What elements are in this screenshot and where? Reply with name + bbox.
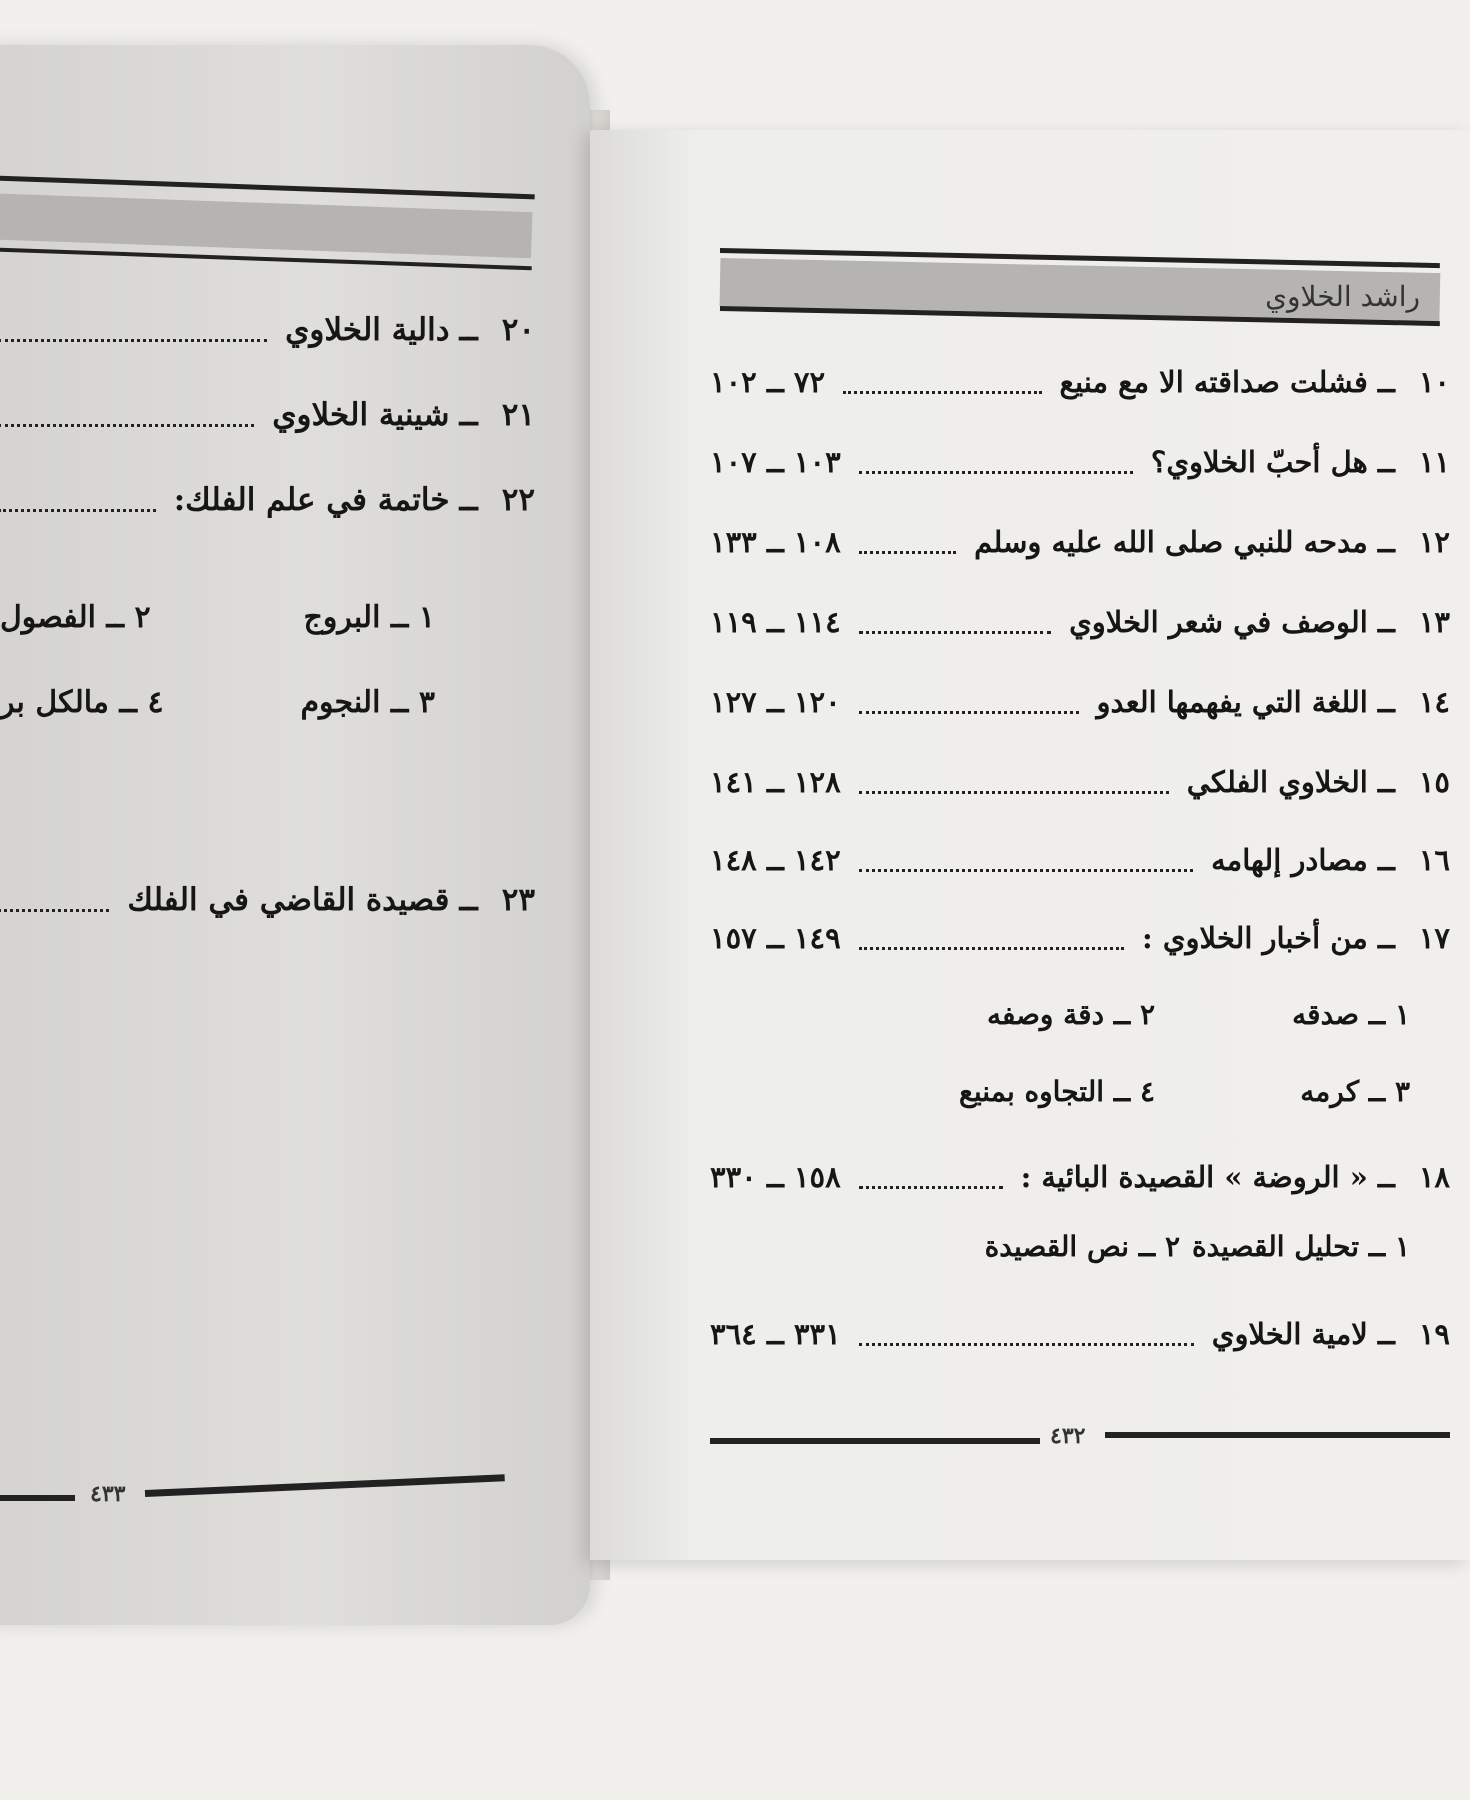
sub-item: ٣ ــ النجوم: [300, 685, 435, 720]
leader-dots: [859, 1176, 1003, 1189]
toc-entry: ١٠ ــ فشلت صداقته الا مع منيع ٧٢ ــ ١٠٢: [710, 365, 1450, 399]
leader-dots: [859, 461, 1133, 474]
entry-title: دالية الخلاوي: [285, 312, 450, 348]
entry-number: ١٣: [1418, 605, 1450, 639]
entry-title: شينية الخلاوي: [272, 397, 450, 433]
left-page: [0, 45, 590, 1625]
leader-dots: [859, 781, 1169, 794]
leader-dots: [859, 1333, 1194, 1346]
page-range: ١١٤ ــ ١١٩: [710, 605, 841, 639]
page-number: ٤٣٣: [90, 1481, 126, 1507]
page-range: ١٠٣ ــ ١٠٧: [710, 445, 841, 479]
toc-entry: ٢١ ــ شينية الخلاوي: [0, 385, 535, 445]
toc-entry: ٢٢ ــ خاتمة في علم الفلك:: [0, 470, 535, 530]
page-range: ١٤٢ ــ ١٤٨: [710, 843, 841, 877]
toc-entry: ١٣ ــ الوصف في شعر الخلاوي ١١٤ ــ ١١٩: [710, 605, 1450, 639]
entry-title: هل أحبّ الخلاوي؟: [1150, 445, 1368, 479]
leader-dots: [0, 899, 109, 912]
entry-title: خاتمة في علم الفلك:: [173, 482, 450, 518]
toc-entry: ١٥ ــ الخلاوي الفلكي ١٢٨ ــ ١٤١: [710, 765, 1450, 799]
entry-title: قصيدة القاضي في الفلك: [127, 882, 450, 918]
toc-entry: ١١ ــ هل أحبّ الخلاوي؟ ١٠٣ ــ ١٠٧: [710, 445, 1450, 479]
leader-dots: [859, 937, 1124, 950]
entry-number: ١٨: [1418, 1160, 1450, 1194]
sub-item: ٢ ــ الفصول: [0, 600, 151, 635]
running-head: راشد الخلاوي: [1265, 280, 1420, 313]
entry-number: ١٧: [1418, 921, 1450, 955]
entry-number: ٢٠: [501, 312, 535, 348]
entry-number: ١١: [1418, 445, 1450, 479]
leader-dots: [0, 329, 267, 342]
entry-number: ١٢: [1418, 525, 1450, 559]
toc-entry: ١٨ ــ « الروضة » القصيدة البائية : ١٥٨ ــ ٣٣٠: [710, 1160, 1450, 1194]
sub-item: ٢ ــ نص القصيدة: [984, 1230, 1180, 1263]
page-range: ١٢٨ ــ ١٤١: [710, 765, 841, 799]
sub-item: ٣ ــ كرمه: [1300, 1075, 1410, 1108]
entry-number: ١٦: [1418, 843, 1450, 877]
entry-number: ٢٣: [501, 882, 535, 918]
leader-dots: [859, 859, 1193, 872]
entry-title: من أخبار الخلاوي :: [1142, 921, 1368, 955]
entry-title: الخلاوي الفلكي: [1186, 765, 1368, 799]
page-range: ١٢٠ ــ ١٢٧: [710, 685, 841, 719]
leader-dots: [859, 621, 1051, 634]
right-page: [590, 130, 1470, 1560]
sub-item: ١ ــ تحليل القصيدة: [1191, 1230, 1410, 1263]
footer-rule: [710, 1438, 1040, 1444]
entry-title: مدحه للنبي صلى الله عليه وسلم: [974, 525, 1368, 559]
entry-number: ١٤: [1418, 685, 1450, 719]
page-number: ٤٣٢: [1050, 1423, 1086, 1449]
leader-dots: [859, 701, 1079, 714]
entry-title: اللغة التي يفهمها العدو: [1096, 685, 1368, 719]
toc-entry: ٢٠ ــ دالية الخلاوي: [0, 300, 535, 360]
header-band: [0, 193, 532, 258]
footer-rule: [0, 1495, 75, 1501]
sub-item: ٤ ــ مالكل بر: [0, 685, 164, 720]
footer-rule: [145, 1474, 505, 1497]
entry-title: فشلت صداقته الا مع منيع: [1059, 365, 1368, 399]
footer-rule: [1105, 1432, 1450, 1438]
sub-item: ٢ ــ دقة وصفه: [986, 998, 1155, 1031]
entry-number: ٢١: [501, 397, 535, 433]
toc-entry: ١٧ ــ من أخبار الخلاوي : ١٤٩ ــ ١٥٧: [710, 921, 1450, 955]
entry-title: مصادر إلهامه: [1211, 843, 1368, 877]
toc-entry: ١٩ ــ لامية الخلاوي ٣٣١ ــ ٣٦٤: [710, 1317, 1450, 1351]
toc-entry: ٢٣ ــ قصيدة القاضي في الفلك: [0, 870, 535, 930]
toc-entry: ١٦ ــ مصادر إلهامه ١٤٢ ــ ١٤٨: [710, 843, 1450, 877]
entry-number: ١٠: [1418, 365, 1450, 399]
page-range: ١٠٨ ــ ١٣٣: [710, 525, 841, 559]
entry-number: ١٥: [1418, 765, 1450, 799]
sub-item: ٤ ــ التجاوه بمنيع: [958, 1075, 1155, 1108]
entry-number: ١٩: [1418, 1317, 1450, 1351]
entry-title: الوصف في شعر الخلاوي: [1069, 605, 1368, 639]
entry-title: لامية الخلاوي: [1211, 1317, 1368, 1351]
sub-item: ١ ــ البروج: [303, 600, 435, 635]
page-range: ١٥٨ ــ ٣٣٠: [710, 1160, 841, 1194]
page-range: ٧٢ ــ ١٠٢: [710, 365, 826, 399]
toc-entry: ١٤ ــ اللغة التي يفهمها العدو ١٢٠ ــ ١٢٧: [710, 685, 1450, 719]
sub-item: ١ ــ صدقه: [1292, 998, 1410, 1031]
entry-number: ٢٢: [501, 482, 535, 518]
leader-dots: [0, 499, 156, 512]
leader-dots: [0, 414, 254, 427]
entry-title: « الروضة » القصيدة البائية :: [1020, 1160, 1368, 1194]
toc-entry: ١٢ ــ مدحه للنبي صلى الله عليه وسلم ١٠٨ ــ ١٣٣: [710, 525, 1450, 559]
leader-dots: [859, 541, 957, 554]
leader-dots: [843, 381, 1041, 394]
page-range: ١٤٩ ــ ١٥٧: [710, 921, 841, 955]
page-range: ٣٣١ ــ ٣٦٤: [710, 1317, 841, 1351]
